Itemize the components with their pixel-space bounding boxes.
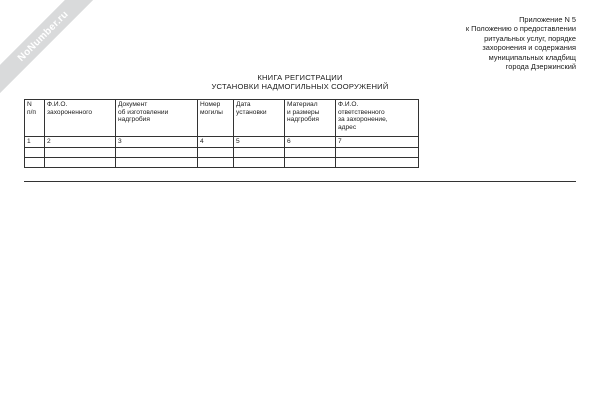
watermark-text: NoNumber.ru bbox=[15, 8, 71, 64]
table-cell bbox=[234, 147, 285, 157]
header-line: Ф.И.О. bbox=[47, 101, 68, 108]
header-cell-deceased-name bbox=[45, 100, 116, 137]
table-cell bbox=[45, 157, 116, 167]
table-cell bbox=[25, 147, 45, 157]
header-line: за захоронение, bbox=[338, 116, 388, 124]
appendix-line: муниципальных кладбищ bbox=[488, 52, 576, 62]
title-line-1: КНИГА РЕГИСТРАЦИИ bbox=[257, 73, 343, 82]
appendix-line: Приложение N 5 bbox=[519, 15, 576, 24]
header-line: установки bbox=[236, 108, 267, 116]
header-line: N bbox=[27, 101, 32, 108]
header-line: адрес bbox=[338, 123, 357, 131]
title-line-2: УСТАНОВКИ НАДМОГИЛЬНЫХ СООРУЖЕНИЙ bbox=[211, 82, 389, 91]
table-cell bbox=[45, 147, 116, 157]
column-number: 2 bbox=[45, 137, 116, 148]
header-line: захороненного bbox=[47, 108, 93, 116]
header-line: ответственного bbox=[338, 108, 385, 116]
column-number: 5 bbox=[234, 137, 285, 148]
header-line: и размеры bbox=[287, 108, 320, 116]
table-row bbox=[25, 147, 419, 157]
appendix-line: к Положению о предоставлении bbox=[465, 24, 576, 34]
column-number: 6 bbox=[285, 137, 336, 148]
column-number: 4 bbox=[198, 137, 234, 148]
table-cell bbox=[336, 157, 419, 167]
header-cell-install-date bbox=[234, 100, 285, 137]
appendix-line: города Дзержинский bbox=[505, 62, 576, 72]
table-cell bbox=[116, 147, 198, 157]
header-cell-document bbox=[116, 100, 198, 137]
header-line: п/п bbox=[27, 108, 36, 116]
column-number: 1 bbox=[25, 137, 45, 148]
header-line: надгробия bbox=[287, 116, 319, 124]
header-cell-material bbox=[285, 100, 336, 137]
table-cell bbox=[198, 157, 234, 167]
table-cell bbox=[336, 147, 419, 157]
registration-table bbox=[24, 99, 419, 168]
table-cell bbox=[116, 157, 198, 167]
header-line: Номер bbox=[200, 101, 221, 108]
header-line: могилы bbox=[200, 108, 223, 116]
table-cell bbox=[198, 147, 234, 157]
table-cell bbox=[234, 157, 285, 167]
table-row bbox=[25, 157, 419, 167]
document-title bbox=[0, 73, 600, 91]
header-line: об изготовлении bbox=[118, 108, 169, 116]
header-line: Ф.И.О. bbox=[338, 101, 359, 108]
table-header-row bbox=[25, 100, 419, 137]
column-number: 3 bbox=[116, 137, 198, 148]
table-cell bbox=[285, 147, 336, 157]
column-number: 7 bbox=[336, 137, 419, 148]
appendix-note bbox=[366, 15, 576, 71]
table-cell bbox=[285, 157, 336, 167]
horizontal-rule bbox=[24, 181, 576, 182]
appendix-line: захоронения и содержания bbox=[482, 43, 576, 53]
header-line: надгробия bbox=[118, 116, 150, 124]
header-cell-number bbox=[25, 100, 45, 137]
header-line: Дата bbox=[236, 101, 251, 108]
header-line: Документ bbox=[118, 101, 148, 108]
header-cell-grave-number bbox=[198, 100, 234, 137]
table-cell bbox=[25, 157, 45, 167]
appendix-line: ритуальных услуг, порядке bbox=[484, 33, 576, 43]
header-cell-responsible bbox=[336, 100, 419, 137]
column-number-row bbox=[25, 137, 419, 148]
header-line: Материал bbox=[287, 101, 318, 108]
